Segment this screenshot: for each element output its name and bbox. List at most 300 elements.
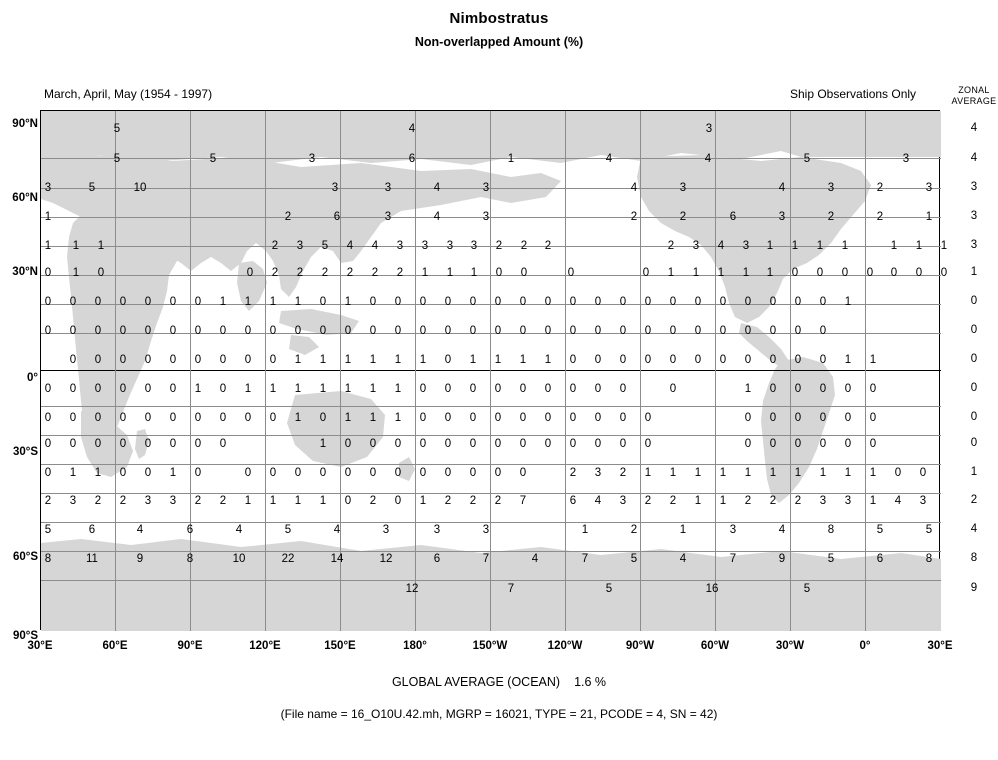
grid-cell-value: 0 [469,383,477,395]
grid-cell-value: 4 [594,495,602,507]
grid-cell-value: 1 [679,524,687,536]
grid-cell-value: 8 [186,553,194,565]
grid-cell-value: 4 [894,495,902,507]
grid-cell-value: 0 [569,383,577,395]
grid-cell-value: 0 [644,296,652,308]
grid-cell-value: 1 [344,354,352,366]
grid-cell-value: 0 [69,412,77,424]
grid-cell-value: 4 [704,153,712,165]
zonal-average-value: 4 [970,122,978,134]
grid-cell-value: 1 [369,354,377,366]
grid-cell-value: 0 [544,296,552,308]
grid-cell-value: 7 [729,553,737,565]
grid-cell-value: 1 [692,267,700,279]
grid-cell-value: 5 [113,123,121,135]
grid-cell-value: 0 [644,354,652,366]
grid-cell-value: 0 [844,438,852,450]
grid-cell-value: 5 [876,524,884,536]
grid-cell-value: 0 [469,325,477,337]
longitude-tick-label: 180° [403,640,427,652]
grid-cell-value: 3 [742,240,750,252]
grid-cell-value: 0 [144,412,152,424]
grid-cell-value: 1 [507,153,515,165]
grid-cell-value: 0 [419,296,427,308]
grid-cell-value: 0 [841,267,849,279]
grid-cell-value: 1 [869,495,877,507]
gridline-lat-35s [41,464,941,465]
zonal-average-value: 0 [970,353,978,365]
grid-cell-value: 3 [69,495,77,507]
grid-cell-value: 1 [940,240,948,252]
grid-cell-value: 2 [284,211,292,223]
grid-cell-value: 2 [396,267,404,279]
zonal-average-value: 0 [970,411,978,423]
grid-cell-value: 0 [144,354,152,366]
grid-cell-value: 0 [694,325,702,337]
grid-cell-value: 1 [319,383,327,395]
longitude-tick-label: 0° [859,640,871,652]
zonal-average-value: 9 [970,582,978,594]
grid-cell-value: 0 [194,467,202,479]
grid-cell-value: 0 [219,412,227,424]
grid-cell-value: 1 [470,267,478,279]
grid-cell-value: 0 [744,412,752,424]
grid-cell-value: 0 [794,412,802,424]
longitude-tick-label: 60°W [700,640,730,652]
grid-cell-value: 12 [379,553,393,565]
latitude-tick-label: 30°S [12,446,38,458]
grid-cell-value: 11 [86,553,98,565]
gridline-lon-30w [790,111,791,631]
grid-cell-value: 0 [719,296,727,308]
grid-cell-value: 1 [344,383,352,395]
grid-cell-value: 2 [667,240,675,252]
grid-cell-value: 2 [469,495,477,507]
grid-cell-value: 3 [692,240,700,252]
grid-cell-value: 2 [794,495,802,507]
grid-cell-value: 3 [827,182,835,194]
grid-cell-value: 7 [581,553,589,565]
grid-cell-value: 0 [394,495,402,507]
latitude-tick-label: 60°N [12,192,38,204]
grid-cell-value: 0 [619,354,627,366]
page-title: Nimbostratus [449,10,549,27]
grid-cell-value: 4 [433,182,441,194]
grid-cell-value: 0 [594,354,602,366]
grid-cell-value: 1 [694,467,702,479]
grid-cell-value: 0 [119,438,127,450]
grid-cell-value: 0 [344,438,352,450]
grid-cell-value: 3 [844,495,852,507]
zonal-average-value: 4 [970,523,978,535]
grid-cell-value: 3 [902,153,910,165]
period-label: March, April, May (1954 - 1997) [44,87,213,101]
gridline-lon-0 [865,111,866,631]
grid-cell-value: 9 [778,553,786,565]
grid-cell-value: 1 [319,495,327,507]
grid-cell-value: 0 [419,325,427,337]
grid-cell-value: 2 [194,495,202,507]
grid-cell-value: 1 [869,467,877,479]
grid-cell-value: 0 [246,267,254,279]
gridline-lon-120e [265,111,266,631]
grid-cell-value: 6 [729,211,737,223]
grid-cell-value: 1 [844,354,852,366]
grid-cell-value: 0 [119,354,127,366]
grid-cell-value: 2 [369,495,377,507]
grid-cell-value: 2 [94,495,102,507]
grid-cell-value: 1 [344,412,352,424]
grid-cell-value: 0 [619,383,627,395]
global-average-value: 1.6 % [574,675,607,689]
grid-cell-value: 1 [369,383,377,395]
grid-cell-value: 0 [219,354,227,366]
grid-cell-value: 0 [794,296,802,308]
grid-cell-value: 0 [419,438,427,450]
grid-cell-value: 0 [594,383,602,395]
grid-cell-value: 0 [594,412,602,424]
grid-cell-value: 8 [44,553,52,565]
grid-cell-value: 4 [136,524,144,536]
grid-cell-value: 2 [271,240,279,252]
grid-cell-value: 0 [119,296,127,308]
grid-cell-value: 0 [844,412,852,424]
grid-cell-value: 0 [419,383,427,395]
grid-cell-value: 0 [97,267,105,279]
grid-cell-value: 5 [284,524,292,536]
grid-cell-value: 0 [719,325,727,337]
grid-cell-value: 1 [766,267,774,279]
grid-cell-value: 5 [803,153,811,165]
gridline-lon-180 [415,111,416,631]
grid-cell-value: 0 [44,325,52,337]
grid-cell-value: 0 [344,325,352,337]
grid-cell-value: 0 [744,296,752,308]
grid-cell-value: 6 [433,553,441,565]
grid-cell-value: 1 [269,383,277,395]
grid-cell-value: 4 [531,553,539,565]
grid-cell-value: 7 [519,495,527,507]
grid-cell-value: 0 [869,438,877,450]
grid-cell-value: 0 [469,438,477,450]
grid-cell-value: 1 [890,240,898,252]
grid-cell-value: 0 [644,438,652,450]
grid-cell-value: 2 [346,267,354,279]
grid-cell-value: 0 [444,354,452,366]
grid-cell-value: 5 [630,553,638,565]
map-plot-area [40,110,948,630]
grid-cell-value: 0 [244,412,252,424]
grid-cell-value: 1 [94,467,102,479]
grid-cell-value: 0 [369,325,377,337]
grid-cell-value: 3 [382,524,390,536]
grid-cell-value: 2 [876,182,884,194]
grid-cell-value: 1 [794,467,802,479]
grid-cell-value: 4 [433,211,441,223]
gridline-lat-15s [41,406,941,407]
grid-cell-value: 3 [331,182,339,194]
grid-cell-value: 0 [644,325,652,337]
grid-cell-value: 4 [778,524,786,536]
grid-cell-value: 2 [744,495,752,507]
grid-cell-value: 1 [369,412,377,424]
zonal-average-value: 0 [970,382,978,394]
grid-cell-value: 6 [408,153,416,165]
grid-cell-value: 0 [94,383,102,395]
grid-cell-value: 5 [209,153,217,165]
grid-cell-value: 0 [794,383,802,395]
grid-cell-value: 0 [194,325,202,337]
grid-cell-value: 6 [88,524,96,536]
grid-cell-value: 0 [844,383,852,395]
grid-cell-value: 4 [605,153,613,165]
grid-cell-value: 0 [394,467,402,479]
grid-cell-value: 3 [482,182,490,194]
grid-cell-value: 3 [482,211,490,223]
grid-cell-value: 0 [890,267,898,279]
zonal-average-value: 0 [970,295,978,307]
grid-cell-value: 0 [119,325,127,337]
grid-cell-value: 3 [296,240,304,252]
grid-cell-value: 3 [384,182,392,194]
grid-cell-value: 4 [346,240,354,252]
grid-cell-value: 0 [919,467,927,479]
grid-cell-value: 2 [827,211,835,223]
zonal-average-value: 8 [970,552,978,564]
grid-cell-value: 0 [394,438,402,450]
grid-cell-value: 1 [394,354,402,366]
grid-cell-value: 0 [444,325,452,337]
grid-cell-value: 0 [669,296,677,308]
grid-cell-value: 0 [569,438,577,450]
grid-cell-value: 3 [144,495,152,507]
grid-cell-value: 0 [819,296,827,308]
longitude-tick-label: 120°E [249,640,281,652]
grid-cell-value: 0 [194,354,202,366]
grid-cell-value: 0 [469,296,477,308]
grid-cell-value: 5 [605,583,613,595]
grid-cell-value: 6 [333,211,341,223]
grid-cell-value: 1 [72,240,80,252]
grid-cell-value: 0 [569,325,577,337]
grid-cell-value: 0 [169,325,177,337]
grid-cell-value: 1 [819,467,827,479]
grid-cell-value: 3 [396,240,404,252]
zonal-average-header-line1: ZONAL [958,85,990,95]
grid-cell-value: 2 [679,211,687,223]
grid-cell-value: 0 [744,325,752,337]
grid-cell-value: 3 [679,182,687,194]
grid-cell-value: 1 [694,495,702,507]
grid-cell-value: 0 [294,325,302,337]
grid-cell-value: 0 [769,412,777,424]
grid-cell-value: 1 [294,354,302,366]
grid-cell-value: 0 [866,267,874,279]
grid-cell-value: 0 [644,412,652,424]
longitude-tick-label: 30°E [927,640,953,652]
grid-cell-value: 0 [369,296,377,308]
grid-cell-value: 1 [421,267,429,279]
grid-cell-value: 0 [619,296,627,308]
grid-cell-value: 0 [769,438,777,450]
grid-cell-value: 1 [97,240,105,252]
grid-cell-value: 0 [769,325,777,337]
grid-cell-value: 0 [519,383,527,395]
grid-cell-value: 0 [69,383,77,395]
grid-cell-value: 0 [169,296,177,308]
grid-cell-value: 2 [619,467,627,479]
grid-cell-value: 1 [844,296,852,308]
grid-cell-value: 7 [507,583,515,595]
gridline-lat-45s [41,493,941,494]
grid-cell-value: 1 [816,240,824,252]
gridline-lon-60e [115,111,116,631]
latitude-tick-label: 60°S [12,551,38,563]
gridline-lat-55s [41,522,941,523]
grid-cell-value: 1 [244,495,252,507]
grid-cell-value: 0 [119,383,127,395]
grid-cell-value: 4 [679,553,687,565]
grid-cell-value: 0 [444,383,452,395]
zonal-average-header-line2: AVERAGE [951,96,997,106]
grid-cell-value: 2 [520,240,528,252]
grid-cell-value: 0 [819,325,827,337]
grid-cell-value: 0 [819,354,827,366]
gridline-lat-75s [41,580,941,581]
grid-cell-value: 0 [520,267,528,279]
grid-cell-value: 1 [669,467,677,479]
grid-cell-value: 0 [519,296,527,308]
longitude-tick-label: 30°E [27,640,53,652]
grid-cell-value: 1 [769,467,777,479]
grid-cell-value: 16 [705,583,719,595]
grid-cell-value: 1 [869,354,877,366]
grid-cell-value: 0 [915,267,923,279]
grid-cell-value: 0 [519,325,527,337]
grid-cell-value: 1 [269,495,277,507]
grid-cell-value: 3 [433,524,441,536]
grid-cell-value: 0 [94,296,102,308]
zonal-average-value: 3 [970,181,978,193]
grid-cell-value: 1 [717,267,725,279]
longitude-tick-label: 90°E [177,640,203,652]
grid-cell-value: 0 [194,438,202,450]
grid-cell-value: 2 [44,495,52,507]
grid-cell-value: 2 [630,524,638,536]
grid-cell-value: 0 [594,296,602,308]
grid-cell-value: 4 [630,182,638,194]
latitude-tick-label: 90°S [12,630,38,642]
grid-cell-value: 0 [469,412,477,424]
longitude-tick-label: 60°E [102,640,128,652]
grid-cell-value: 0 [319,467,327,479]
grid-cell-value: 5 [803,583,811,595]
grid-cell-value: 0 [569,354,577,366]
grid-cell-value: 3 [919,495,927,507]
grid-cell-value: 0 [669,354,677,366]
grid-cell-value: 0 [519,438,527,450]
grid-cell-value: 0 [494,325,502,337]
grid-cell-value: 0 [94,438,102,450]
grid-cell-value: 1 [719,495,727,507]
grid-cell-value: 2 [444,495,452,507]
grid-cell-value: 0 [694,354,702,366]
zonal-average-value: 1 [970,266,978,278]
grid-cell-value: 1 [219,296,227,308]
grid-cell-value: 0 [319,325,327,337]
grid-cell-value: 0 [219,438,227,450]
grid-cell-value: 4 [235,524,243,536]
grid-cell-value: 1 [194,383,202,395]
grid-cell-value: 6 [186,524,194,536]
grid-cell-value: 0 [494,467,502,479]
grid-cell-value: 2 [271,267,279,279]
grid-cell-value: 0 [619,412,627,424]
grid-cell-value: 0 [544,383,552,395]
grid-cell-value: 3 [729,524,737,536]
zonal-average-value: 0 [970,437,978,449]
grid-cell-value: 1 [544,354,552,366]
grid-cell-value: 0 [869,412,877,424]
zonal-average-value: 4 [970,152,978,164]
grid-cell-value: 1 [69,467,77,479]
gridline-lat-65s [41,551,941,552]
grid-cell-value: 5 [113,153,121,165]
grid-cell-value: 0 [594,438,602,450]
grid-cell-value: 3 [44,182,52,194]
grid-cell-value: 0 [219,383,227,395]
grid-cell-value: 4 [371,240,379,252]
grid-cell-value: 0 [269,354,277,366]
grid-cell-value: 0 [469,467,477,479]
grid-cell-value: 1 [581,524,589,536]
grid-cell-value: 0 [594,325,602,337]
grid-cell-value: 0 [791,267,799,279]
grid-cell-value: 0 [344,467,352,479]
grid-cell-value: 1 [419,495,427,507]
grid-cell-value: 2 [494,495,502,507]
grid-cell-value: 0 [319,412,327,424]
grid-cell-value: 0 [544,412,552,424]
grid-cell-value: 0 [819,383,827,395]
grid-cell-value: 3 [169,495,177,507]
grid-cell-value: 0 [544,325,552,337]
grid-cell-value: 1 [294,383,302,395]
latitude-tick-label: 90°N [12,118,38,130]
grid-cell-value: 1 [519,354,527,366]
grid-cell-value: 0 [169,412,177,424]
grid-cell-value: 2 [219,495,227,507]
grid-cell-value: 1 [169,467,177,479]
grid-cell-value: 0 [44,438,52,450]
latitude-tick-label: 30°N [12,266,38,278]
file-note: (File name = 16_O10U.42.mh, MGRP = 16021, TYPE = 21, PCODE = 4, SN = 42) [280,707,718,721]
grid-cell-value: 2 [769,495,777,507]
grid-cell-value: 0 [744,354,752,366]
grid-cell-value: 1 [294,296,302,308]
grid-cell-value: 14 [330,553,344,565]
grid-cell-value: 3 [421,240,429,252]
grid-cell-value: 0 [894,467,902,479]
grid-cell-value: 0 [619,438,627,450]
grid-cell-value: 2 [495,240,503,252]
grid-cell-value: 3 [778,211,786,223]
grid-cell-value: 6 [569,495,577,507]
grid-cell-value: 0 [394,325,402,337]
grid-cell-value: 5 [88,182,96,194]
grid-cell-value: 0 [144,438,152,450]
grid-cell-value: 22 [281,553,295,565]
